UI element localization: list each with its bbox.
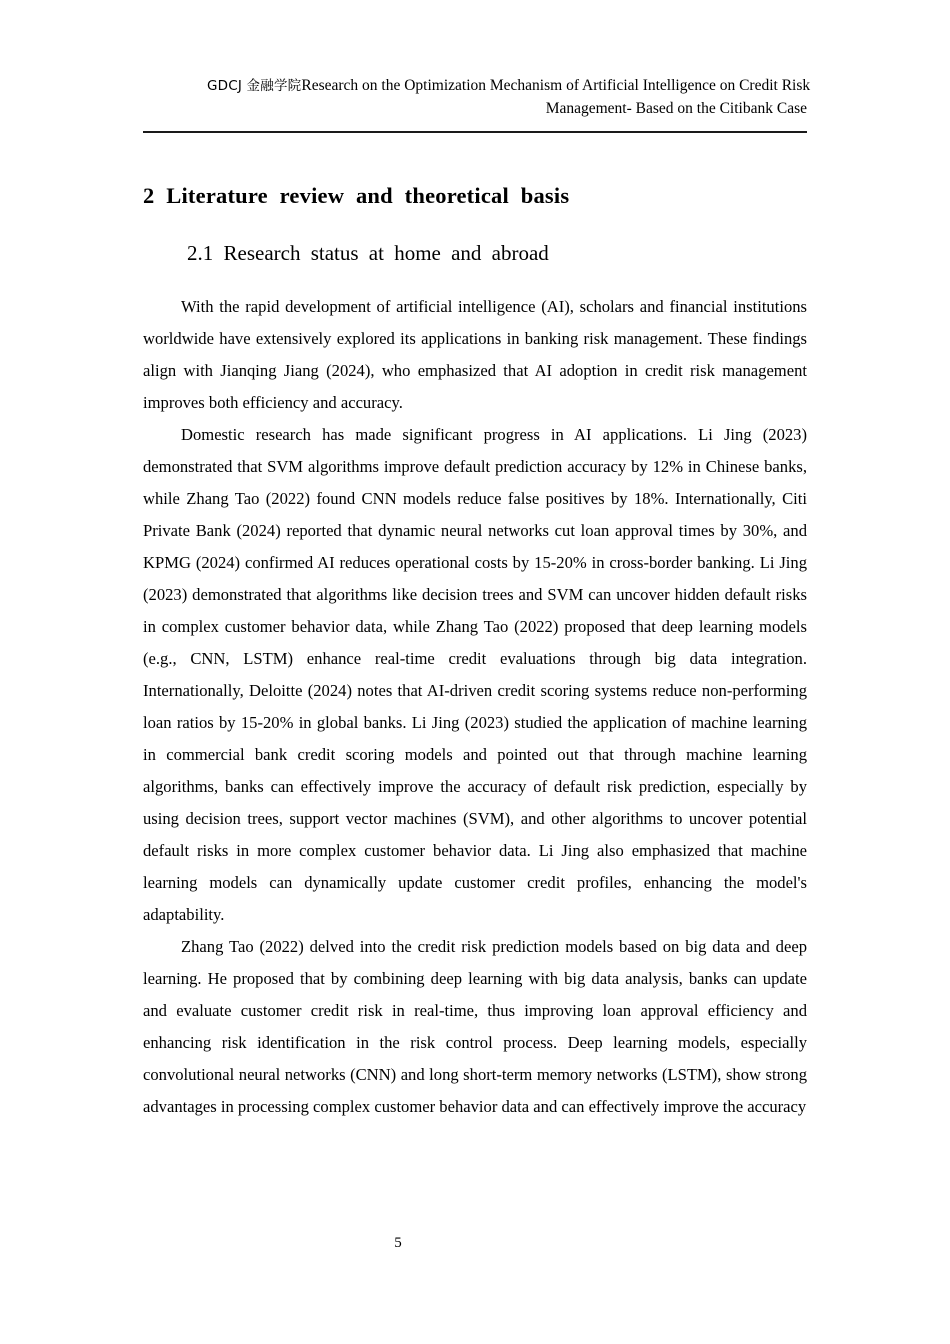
- body-content: [143, 291, 807, 1123]
- running-header: [143, 74, 811, 130]
- page-number: 5: [394, 1235, 402, 1251]
- header-divider-rule: [143, 131, 807, 133]
- section-heading: 2 Literature review and theoretical basis: [143, 183, 570, 208]
- header-row-top: [143, 74, 811, 100]
- paragraph: With the rapid development of artificial intelligence (AI), scholars and financial institutions worldwide have extensively explored its applications in banking risk management. These findings align with Jianqing Jiang (2024), who emphasized that AI adoption in credit risk management improves both efficiency and accuracy.: [143, 297, 807, 412]
- header-title-line-2: Management- Based on the Citibank Case: [545, 100, 807, 117]
- subsection-heading: 2.1 Research status at home and abroad: [187, 241, 549, 265]
- paragraph: Zhang Tao (2022) delved into the credit risk prediction models based on big data and deep learning. He proposed that by combining deep learning with big data analysis, banks can update and evaluate customer credit risk in real-time, thus improving loan approval efficiency and enhancing risk identification in the risk control process. Deep learning models, especially convolutional neural networks (CNN) and long short-term memory networks (LSTM), show strong advantages in processing complex customer behavior data and can effectively improve the accuracy: [143, 937, 807, 1116]
- paragraph: Domestic research has made significant progress in AI applications. Li Jing (2023) demonstrated that SVM algorithms improve default prediction accuracy by 12% in Chinese banks, while Zhang Tao (2022) found CNN models reduce false positives by 18%. Internationally, Citi Private Bank (2024) reported that dynamic neural networks cut loan approval times by 30%, and KPMG (2024) confirmed AI reduces operational costs by 15-20% in cross-border banking. Li Jing (2023) demonstrated that algorithms like decision trees and SVM can uncover hidden default risks in complex customer behavior data, while Zhang Tao (2022) proposed that deep learning models (e.g., CNN, LSTM) enhance real-time credit evaluations through big data integration. Internationally, Deloitte (2024) notes that AI-driven credit scoring systems reduce non-performing loan ratios by 15-20% in global banks. Li Jing (2023) studied the application of machine learning in commercial bank credit scoring models and pointed out that through machine learning algorithms, banks can effectively improve the accuracy of default risk prediction, especially by using decision trees, support vector machines (SVM), and other algorithms to uncover potential default risks in more complex customer behavior data. Li Jing also emphasized that machine learning models can dynamically update customer credit profiles, enhancing the model's adaptability.: [143, 425, 807, 924]
- header-title-line-1: Research on the Optimization Mechanism of Artificial Intelligence on Credit Risk: [301, 77, 811, 94]
- header-organization: GDCJ 金融学院: [207, 78, 302, 94]
